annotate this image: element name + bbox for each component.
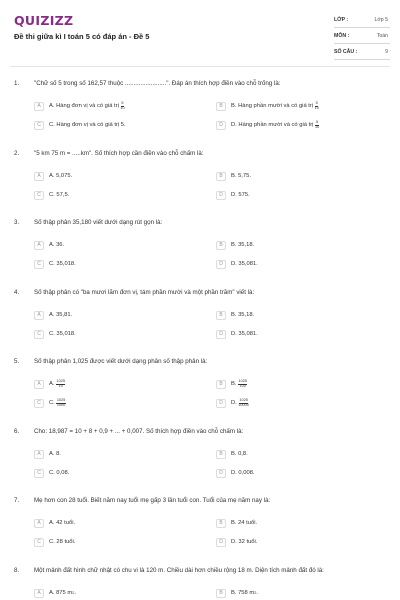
question-text: "5 km 75 m = .....km". Số thích hợp cần điền vào chỗ chấm là: <box>34 150 204 157</box>
question-text: Số thập phân 1,025 được viết dưới dạng phân số thập phân là: <box>34 358 208 365</box>
unit-exponent: 2 <box>72 591 75 595</box>
answer-option-a[interactable] <box>34 587 189 599</box>
option-letter-badge: A <box>34 589 44 598</box>
option-tail: . <box>256 590 258 596</box>
answer-option-d[interactable] <box>216 467 371 479</box>
fraction-denominator: 100 <box>239 383 246 388</box>
fraction <box>315 102 319 111</box>
option-text: A. 875 m <box>49 590 73 596</box>
option-text: D. 35,081. <box>231 261 258 267</box>
meta-subject <box>334 28 390 44</box>
answer-option-c[interactable] <box>34 397 189 409</box>
worksheet-title: Đề thi giữa kì I toán 5 có đáp án - Đề 5 <box>14 32 150 41</box>
fraction <box>56 399 65 408</box>
option-text: D. 35,081. <box>231 331 258 337</box>
option-text: C. 57,5. <box>49 192 70 198</box>
answer-option-c[interactable] <box>34 258 189 270</box>
option-letter-badge: D <box>216 260 226 269</box>
answer-option-a[interactable] <box>34 170 189 182</box>
option-letter-badge: A <box>34 241 44 250</box>
option-text: B. 758 m <box>231 590 255 596</box>
unit-exponent: 2 <box>254 591 257 595</box>
answer-option-c[interactable] <box>34 189 189 201</box>
quizizz-logo: QUIZIZZ <box>14 13 74 28</box>
option-letter-badge: D <box>216 121 226 130</box>
option-text: A. 35,81. <box>49 312 73 318</box>
question-number: 2. <box>14 150 20 157</box>
answer-option-d[interactable] <box>216 189 371 201</box>
meta-value: Toán <box>376 32 388 39</box>
fraction <box>238 380 247 389</box>
answer-option-c[interactable] <box>34 467 189 479</box>
option-letter-badge: B <box>216 311 226 320</box>
question-text: Số thập phân có "ba mươi lăm đơn vị, tám phần mười và một phần trăm" viết là: <box>34 289 255 296</box>
meta-value: Lớp 5 <box>374 16 388 23</box>
worksheet-meta <box>334 12 390 60</box>
option-text: B. 5,75. <box>231 173 251 179</box>
meta-label: LỚP : <box>334 16 349 23</box>
option-letter-badge: A <box>34 519 44 528</box>
fraction-denominator: 10 <box>314 105 319 110</box>
question-number: 1. <box>14 80 20 87</box>
option-text: C. 35,018. <box>49 261 76 267</box>
question-number: 4. <box>14 289 20 296</box>
option-letter-badge: B <box>216 241 226 250</box>
question-number: 8. <box>14 567 20 574</box>
option-text: C. <box>49 400 55 406</box>
question-text: Mẹ hơn con 28 tuổi. Biết năm nay tuổi mẹ gấp 3 lần tuổi con. Tuổi của mẹ năm nay là: <box>34 497 271 504</box>
fraction-numerator: 1025 <box>56 397 66 402</box>
option-text: B. 0,8. <box>231 451 248 457</box>
fraction-numerator: 1025 <box>239 397 248 402</box>
option-letter-badge: B <box>216 380 226 389</box>
option-letter-badge: B <box>216 519 226 528</box>
fraction-denominator: 10 <box>58 383 63 388</box>
answer-option-b[interactable] <box>216 448 371 460</box>
fraction <box>315 121 319 130</box>
option-text: B. Hàng phần mười và có giá trị <box>231 103 314 109</box>
option-letter-badge: A <box>34 172 44 181</box>
fraction <box>238 399 249 408</box>
option-text: D. 575. <box>231 192 250 198</box>
fraction-numerator: 5 <box>121 100 124 105</box>
option-text: C. 28 tuổi. <box>49 539 76 545</box>
option-text: B. 35,18. <box>231 242 255 248</box>
option-letter-badge: D <box>216 469 226 478</box>
question-number: 6. <box>14 428 20 435</box>
option-letter-badge: C <box>34 121 44 130</box>
option-letter-badge: B <box>216 102 226 111</box>
meta-class <box>334 12 390 28</box>
option-text: A. 36. <box>49 242 65 248</box>
answer-option-d[interactable] <box>216 258 371 270</box>
option-letter-badge: C <box>34 330 44 339</box>
question-text: Một mảnh đất hình chữ nhật có chu vi là 120 m. Chiều dài hơn chiều rộng 18 m. Diện tích mảnh đất đó là: <box>34 567 324 574</box>
answer-option-b[interactable] <box>216 587 371 599</box>
option-letter-badge: A <box>34 311 44 320</box>
option-letter-badge: D <box>216 191 226 200</box>
answer-option-a[interactable] <box>34 239 189 251</box>
option-text: A. 42 tuổi. <box>49 520 76 526</box>
option-text: C. 0,08. <box>49 470 70 476</box>
fraction-numerator: 1025 <box>56 378 65 383</box>
option-text: B. <box>231 381 237 387</box>
meta-label: SỐ CÂU : <box>334 48 358 55</box>
option-tail: . <box>74 590 76 596</box>
answer-option-a[interactable] <box>34 100 189 112</box>
option-text: C. Hàng đơn vị và có giá trị 5. <box>49 122 126 128</box>
option-text: B. 24 tuổi. <box>231 520 258 526</box>
option-letter-badge: A <box>34 380 44 389</box>
option-letter-badge: C <box>34 191 44 200</box>
question-number: 7. <box>14 497 20 504</box>
answer-option-b[interactable] <box>216 517 371 529</box>
meta-label: MÔN : <box>334 32 350 39</box>
option-text: A. <box>49 381 55 387</box>
option-letter-badge: A <box>34 450 44 459</box>
answer-option-b[interactable] <box>216 378 371 390</box>
answer-option-b[interactable] <box>216 100 371 112</box>
answer-option-b[interactable] <box>216 170 371 182</box>
answer-option-c[interactable] <box>34 119 189 131</box>
question-text: Số thập phân 35,180 viết dưới dạng rút gọn là: <box>34 219 163 226</box>
answer-option-b[interactable] <box>216 309 371 321</box>
option-letter-badge: D <box>216 399 226 408</box>
answer-option-d[interactable] <box>216 397 371 409</box>
answer-option-c[interactable] <box>34 536 189 548</box>
fraction-numerator: 1025 <box>238 378 247 383</box>
option-letter-badge: B <box>216 450 226 459</box>
answer-option-a[interactable] <box>34 517 189 529</box>
answer-option-d[interactable] <box>216 328 371 340</box>
option-text: B. 35,18. <box>231 312 255 318</box>
answer-option-a[interactable] <box>34 309 189 321</box>
answer-option-a[interactable] <box>34 448 189 460</box>
option-letter-badge: C <box>34 469 44 478</box>
question-text: "Chữ số 5 trong số 162,57 thuộc ........................". Đáp án thích hợp điền vào chỗ trống là: <box>34 80 281 87</box>
option-text: A. Hàng đơn vị và có giá trị <box>49 103 119 109</box>
fraction <box>56 380 65 389</box>
option-letter-badge: C <box>34 260 44 269</box>
option-text: A. 5,075. <box>49 173 73 179</box>
option-text: D. 0,008. <box>231 470 255 476</box>
option-letter-badge: C <box>34 538 44 547</box>
fraction-numerator: 5 <box>315 119 319 124</box>
fraction-denominator: 10 <box>314 124 320 129</box>
answer-option-a[interactable] <box>34 378 189 390</box>
option-text: D. <box>231 400 237 406</box>
option-text: D. Hàng phần mười và có giá trị <box>231 122 314 128</box>
fraction <box>120 102 124 111</box>
question-number: 5. <box>14 358 20 365</box>
question-number: 3. <box>14 219 20 226</box>
fraction-denominator: 10 <box>120 105 125 110</box>
worksheet-header <box>0 0 400 62</box>
option-text: C. 35,018. <box>49 331 76 337</box>
fraction-denominator: 1000 <box>56 402 66 407</box>
option-letter-badge: B <box>216 589 226 598</box>
meta-value: 9 <box>385 48 388 55</box>
fraction-denominator: 10000 <box>238 402 249 407</box>
option-letter-badge: D <box>216 330 226 339</box>
answer-option-d[interactable] <box>216 536 371 548</box>
option-text: A. 8. <box>49 451 61 457</box>
answer-option-b[interactable] <box>216 239 371 251</box>
question-text: Cho: 18,987 = 10 + 8 + 0,9 + ... + 0,007. Số thích hợp điền vào chỗ chấm là: <box>34 428 244 435</box>
option-letter-badge: B <box>216 172 226 181</box>
meta-question-count <box>334 44 390 60</box>
option-text: D. 32 tuổi. <box>231 539 258 545</box>
header-divider <box>10 66 390 67</box>
option-letter-badge: C <box>34 399 44 408</box>
option-letter-badge: D <box>216 538 226 547</box>
fraction-numerator: 5 <box>315 100 318 105</box>
answer-option-d[interactable] <box>216 119 371 131</box>
option-letter-badge: A <box>34 102 44 111</box>
answer-option-c[interactable] <box>34 328 189 340</box>
